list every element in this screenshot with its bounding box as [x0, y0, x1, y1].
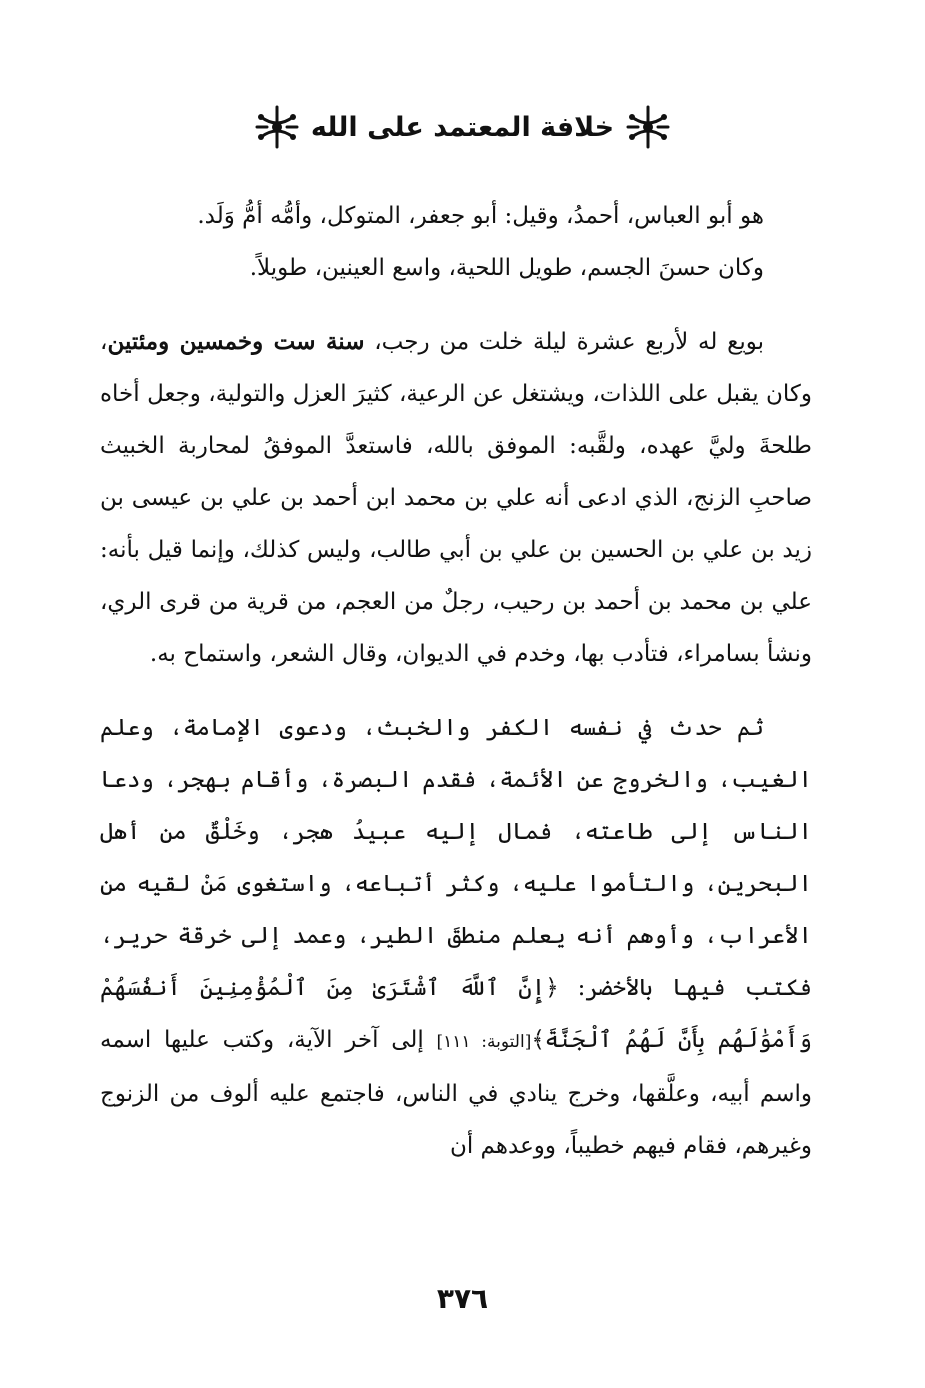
accession-text-rest: ، وكان يقبل على اللذات، ويشتغل عن الرعية، كثيرَ العزل والتولية، وجعل أخاه طلحةَ وليَّ عهده، ولقَّبه: الموفق بالله، فاستعدَّ الموفقُ لمحاربة الخبيث صاحبِ الزنج، الذي ادعى أنه علي بن محمد ابن أحمد بن علي بن عيسى بن زيد بن علي بن الحسين بن علي بن أبي طالب، وليس كذلك، وإنما قيل بأنه: علي بن محمد بن أحمد بن رحيب، رجلٌ من العجم، من قرية من قرى الري، ونشأ بسامراء، فتأدب بها، وخدم في الديوان، وقال الشعر، واستماح به.: [100, 329, 812, 667]
zanj-text-start: ثم حدث في نفسه الكفر والخبث، ودعوى الإمامة، وعلم الغيب، والخروج عن الأئمة، فقدم البصرة، وأقام بهجر، ودعا الناس إلى طاعته، فمال إليه عبيدُ هجر، وخَلْقٌ من أهل البحرين، والتأموا عليه، وكثر أتباعه، واستغوى مَنْ لقيه من الأعراب، وأوهم أنه يعلم منطقَ الطير، وعمد إلى خرقة حرير، فكتب فيها بالأخضر:: [100, 715, 812, 1001]
chapter-title: خلافة المعتمد على الله: [310, 111, 615, 143]
main-text: [100, 190, 812, 1172]
zanj-text-rest: إلى آخر الآية، وكتب عليها اسمه واسم أبيه، وعلَّقها، وخرج ينادي في الناس، فاجتمع عليه ألوف من الزنوج وغيرهم، فقام فيهم خطيباً، ووعدهم أن: [100, 1027, 812, 1159]
paragraph-appearance: وكان حسنَ الجسم، طويل اللحية، واسع العينين، طويلاً.: [249, 255, 764, 281]
chapter-heading: [0, 92, 925, 162]
page-number: ٣٧٦: [436, 1282, 489, 1315]
verse-citation: [التوبة: ١١١]: [436, 1032, 532, 1052]
quran-verse: ﴿إِنَّ ٱللَّهَ ٱشْتَرَىٰ مِنَ ٱلْمُؤْمِنِينَ أَنفُسَهُمْ وَأَمْوَٰلَهُم بِأَنَّ لَهُمُ ٱلْجَنَّةَ﴾: [100, 975, 812, 1053]
accession-year: سنة ست وخمسين ومئتين: [107, 328, 365, 355]
accession-text-start: بويع له لأربع عشرة ليلة خلت من رجب،: [364, 329, 765, 355]
right-ornament-icon: [624, 103, 672, 151]
paragraph-accession: [100, 316, 812, 680]
paragraph-zanj-leader: [100, 702, 812, 1172]
left-ornament-icon: [253, 103, 301, 151]
paragraph-identity: هو أبو العباس، أحمدُ، وقيل: أبو جعفر، المتوكل، وأمُّه أمُّ وَلَد.: [197, 203, 764, 229]
